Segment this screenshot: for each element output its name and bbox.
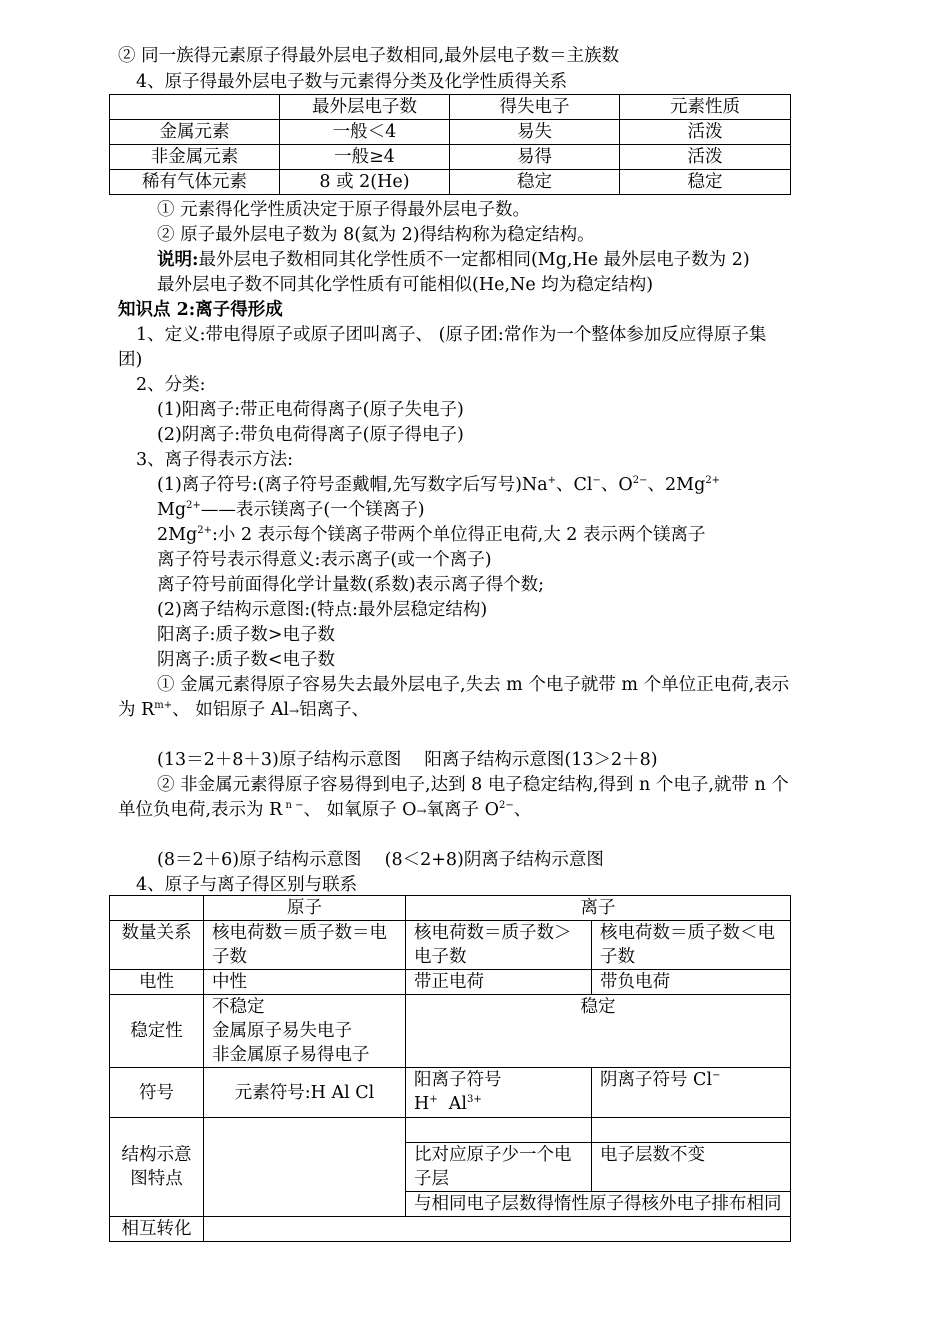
superscript: n − [282,800,304,812]
table-cell: 稳定 [450,170,620,195]
heading-knowledge-point-2: 知识点 2:离子得形成 [118,300,283,320]
table-header-row [110,896,791,921]
table-cell: 活泼 [620,120,791,145]
cell-line: 不稳定 [212,997,265,1017]
line-ion-symbol [157,473,720,498]
table-cell: 核电荷数＝质子数＞电子数 [406,921,592,970]
table-cell [592,1118,791,1143]
line-cation-relation: 阳离子:质子数>电子数 [157,625,336,645]
table-header-row [110,95,791,120]
line-metal-2 [118,698,369,724]
text-span: 、 如铝原子 Al [172,700,289,720]
table-cell: 中性 [204,970,406,995]
cell-line: 金属原子易失电子 [212,1021,352,1041]
table-row [110,145,791,170]
text-span: ——表示镁离子(一个镁离子) [200,500,425,520]
text-span: 、 [513,800,532,820]
table-cell: 带负电荷 [592,970,791,995]
cell-line: 阳离子符号 [414,1070,502,1090]
table-header-cell [110,95,280,120]
text-span: 阴离子符号 Cl [600,1070,713,1090]
superscript: 2+ [186,500,201,512]
table-cell [406,1118,592,1143]
line-classification: 2、分类: [136,375,206,395]
text-span: Mg [157,500,187,520]
text-span: H [414,1094,430,1114]
line-cation-def: (1)阳离子:带正电荷得离子(原子失电子) [157,400,464,420]
table-row [110,120,791,145]
table-row [110,970,791,995]
line-nonmetal-2 [118,798,531,824]
text-span: 、 如氧原子 O [303,800,417,820]
table-row [110,170,791,195]
table-cell: 非金属元素 [110,145,280,170]
table-cell: 稳定 [406,995,791,1068]
superscript: + [429,1094,438,1106]
line-mg-ion [157,498,425,523]
superscript: 2+ [197,525,213,537]
table-header-cell: 原子 [204,896,406,921]
row-label: 相互转化 [110,1217,204,1242]
table-row [110,1217,791,1242]
line-structure-diagram: (2)离子结构示意图:(特点:最外层稳定结构) [157,600,488,620]
text-span: 单位负电荷,表示为 R [118,800,283,820]
table-header-cell: 离子 [406,896,791,921]
text-span: 2Mg [157,525,198,545]
line-2mg-meaning [157,523,706,548]
table-cell: 核电荷数＝质子数＜电子数 [592,921,791,970]
superscript: m+ [154,700,173,712]
arrow-icon: → [416,804,427,818]
table-cell: 活泼 [620,145,791,170]
table-cell: 比对应原子少一个电子层 [406,1143,592,1192]
line-chem-property: ① 元素得化学性质决定于原子得最外层电子数。 [157,200,531,220]
text-span: Al [448,1094,468,1114]
row-label: 数量关系 [110,921,204,970]
table-cell: 核电荷数＝质子数＝电子数 [204,921,406,970]
table-row [110,921,791,970]
table-cell: 电子层数不变 [592,1143,791,1192]
table-cell: 与相同电子层数得惰性原子得核外电子排布相同 [406,1192,791,1217]
table-row [110,1118,791,1143]
cell-line: 非金属原子易得电子 [212,1045,370,1065]
superscript: + [547,475,557,487]
table-cell: 元素符号:H Al Cl [204,1068,406,1118]
superscript: 2− [498,800,514,812]
superscript: − [712,1070,721,1082]
text-span: 、O [600,475,633,495]
superscript: 3+ [467,1094,482,1106]
table-header-cell: 最外层电子数 [280,95,450,120]
row-label: 稳定性 [110,995,204,1068]
table-cell: 带正电荷 [406,970,592,995]
line-coefficient: 离子符号前面得化学计量数(系数)表示离子得个数; [157,575,545,595]
line-anion-def: (2)阴离子:带负电荷得离子(原子得电子) [157,425,464,445]
line-nonmetal-1: ② 非金属元素得原子容易得到电子,达到 8 电子稳定结构,得到 n 个电子,就带 n 个 [157,775,789,795]
table-row [110,1068,791,1118]
arrow-icon: → [289,704,300,718]
text-span: :小 2 表示每个镁离子带两个单位得正电荷,大 2 表示两个镁离子 [212,525,706,545]
note-text: 最外层电子数相同其化学性质不一定都相同(Mg,He 最外层电子数为 2) [198,250,750,270]
text-span: 、Cl [556,475,593,495]
table-cell: 稳定 [620,170,791,195]
text-span: 为 R [118,700,155,720]
table-header-cell: 元素性质 [620,95,791,120]
line-representation: 3、离子得表示方法: [136,450,294,470]
table-cell [592,1068,791,1118]
line-definition-cont: 团) [118,350,143,370]
text-span: 氧离子 O [426,800,499,820]
table-cell: 8 或 2(He) [280,170,450,195]
heading-atom-ion: 4、原子与离子得区别与联系 [136,875,358,895]
caption-al-diagrams: (13＝2＋8＋3)原子结构示意图 阳离子结构示意图(13＞2＋8) [157,750,658,770]
table-cell [204,995,406,1068]
heading-relation: 4、原子得最外层电子数与元素得分类及化学性质得关系 [136,72,568,92]
superscript: 2− [632,475,648,487]
text-span: (1)离子符号:(离子符号歪戴帽,先写数字后写号)Na [157,475,548,495]
table-outer-electrons [109,94,791,195]
table-cell [204,1217,791,1242]
line-same-group: ② 同一族得元素原子得最外层电子数相同,最外层电子数＝主族数 [118,46,620,66]
table-header-cell [110,896,204,921]
superscript: 2+ [705,475,721,487]
table-cell: 一般≥4 [280,145,450,170]
table-header-cell: 得失电子 [450,95,620,120]
row-label: 符号 [110,1068,204,1118]
line-metal-1: ① 金属元素得原子容易失去最外层电子,失去 m 个电子就带 m 个单位正电荷,表示 [157,675,790,695]
note-label: 说明: [157,250,199,270]
table-cell: 金属元素 [110,120,280,145]
text-span: 铝离子、 [299,700,370,720]
table-atom-vs-ion [109,895,791,1242]
row-label: 结构示意图特点 [110,1118,204,1217]
line-definition: 1、定义:带电得原子或原子团叫离子、 (原子团:常作为一个整体参加反应得原子集 [136,325,767,345]
line-stable-structure: ② 原子最外层电子数为 8(氦为 2)得结构称为稳定结构。 [157,225,595,245]
table-cell: 一般＜4 [280,120,450,145]
caption-o-diagrams: (8＝2＋6)原子结构示意图 (8＜2+8)阴离子结构示意图 [157,850,604,870]
table-cell: 易得 [450,145,620,170]
text-span: 、2Mg [647,475,706,495]
cell-line [414,1092,583,1116]
row-label: 电性 [110,970,204,995]
table-cell: 易失 [450,120,620,145]
table-cell: 稀有气体元素 [110,170,280,195]
line-note-2: 最外层电子数不同其化学性质有可能相似(He,Ne 均为稳定结构) [157,275,654,295]
table-row [110,995,791,1068]
line-anion-relation: 阴离子:质子数<电子数 [157,650,336,670]
superscript: − [592,475,601,487]
table-cell [204,1118,406,1217]
table-cell [406,1068,592,1118]
line-note [157,248,750,273]
line-symbol-meaning: 离子符号表示得意义:表示离子(或一个离子) [157,550,492,570]
